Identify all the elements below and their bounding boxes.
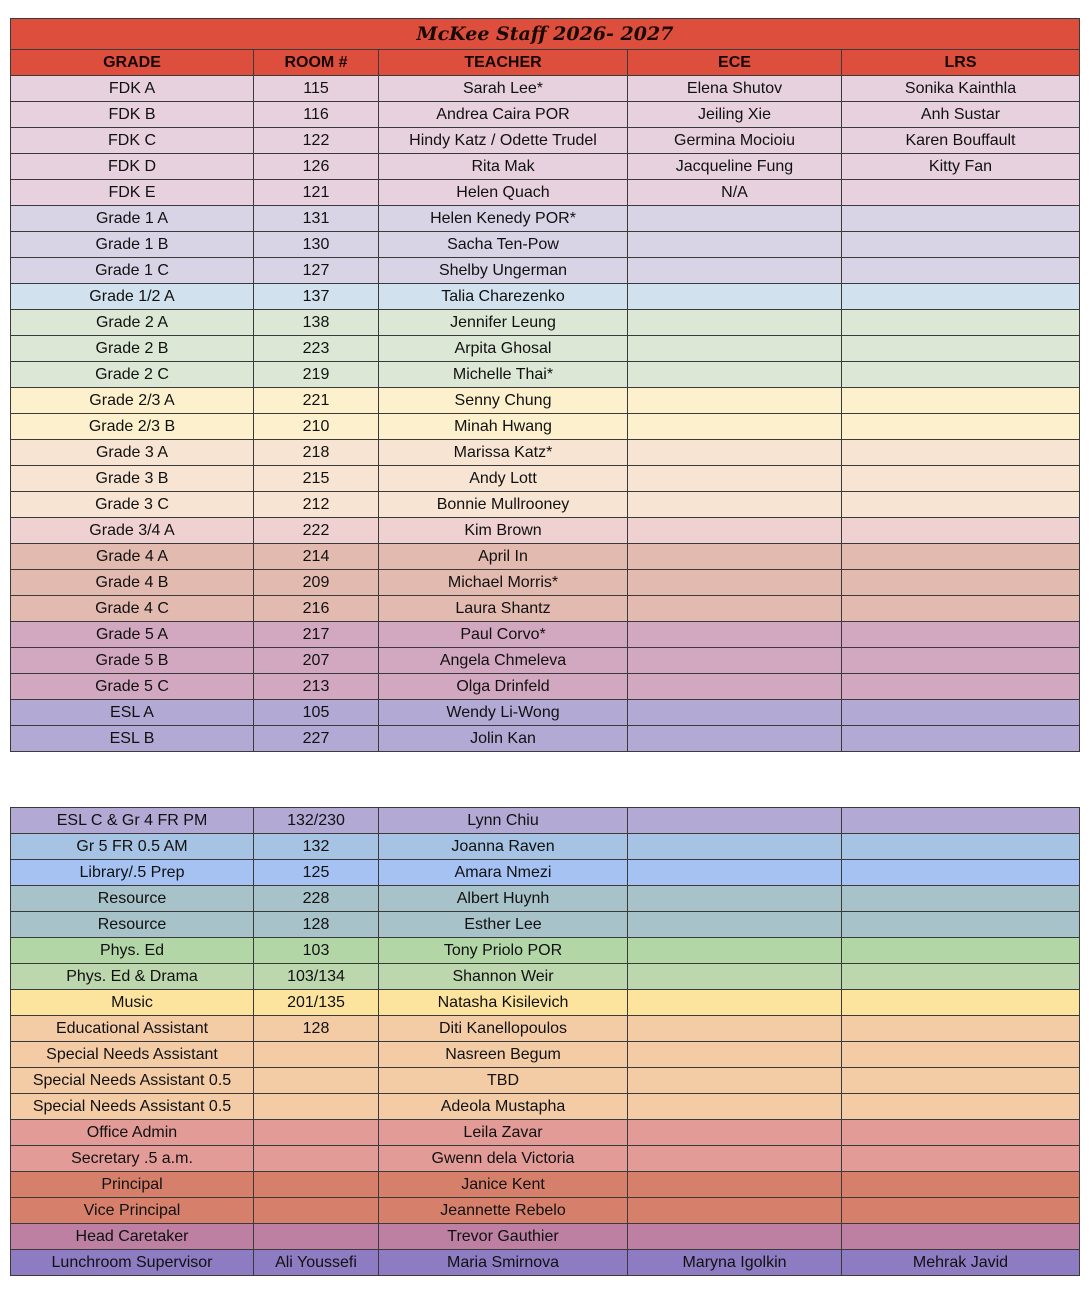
grade-cell: Educational Assistant <box>11 1016 254 1042</box>
table-row <box>11 128 1080 154</box>
room-cell <box>254 1094 379 1120</box>
room-cell: 125 <box>254 860 379 886</box>
teacher-cell: Sacha Ten-Pow <box>379 232 628 258</box>
table-row <box>11 1016 1080 1042</box>
teacher-cell: Natasha Kisilevich <box>379 990 628 1016</box>
table-row <box>11 938 1080 964</box>
grade-cell: Music <box>11 990 254 1016</box>
room-cell: 121 <box>254 180 379 206</box>
lrs-cell <box>842 388 1080 414</box>
grade-cell: Special Needs Assistant <box>11 1042 254 1068</box>
grade-cell: Grade 1 C <box>11 258 254 284</box>
grade-cell: Library/.5 Prep <box>11 860 254 886</box>
lrs-cell <box>842 912 1080 938</box>
ece-cell <box>628 362 842 388</box>
grade-cell: Grade 3 C <box>11 492 254 518</box>
grade-cell: Phys. Ed <box>11 938 254 964</box>
ece-cell <box>628 1068 842 1094</box>
lrs-cell: Karen Bouffault <box>842 128 1080 154</box>
ece-cell <box>628 1224 842 1250</box>
table-row <box>11 440 1080 466</box>
teacher-cell: Jolin Kan <box>379 726 628 752</box>
table-row <box>11 700 1080 726</box>
lrs-cell: Sonika Kainthla <box>842 76 1080 102</box>
table-row <box>11 596 1080 622</box>
ece-cell <box>628 466 842 492</box>
grade-cell: Grade 5 B <box>11 648 254 674</box>
ece-cell: Jeiling Xie <box>628 102 842 128</box>
table-row <box>11 492 1080 518</box>
grade-cell: ESL C & Gr 4 FR PM <box>11 808 254 834</box>
lrs-cell <box>842 518 1080 544</box>
teacher-cell: Adeola Mustapha <box>379 1094 628 1120</box>
grade-cell: Gr 5 FR 0.5 AM <box>11 834 254 860</box>
room-cell: 128 <box>254 912 379 938</box>
grade-cell: Grade 3 A <box>11 440 254 466</box>
ece-cell: Jacqueline Fung <box>628 154 842 180</box>
room-cell: 223 <box>254 336 379 362</box>
table-row <box>11 834 1080 860</box>
teacher-cell: Gwenn dela Victoria <box>379 1146 628 1172</box>
room-cell: 221 <box>254 388 379 414</box>
ece-cell <box>628 232 842 258</box>
grade-cell: Grade 5 C <box>11 674 254 700</box>
teacher-cell: Kim Brown <box>379 518 628 544</box>
teacher-cell: Helen Quach <box>379 180 628 206</box>
table-row <box>11 180 1080 206</box>
grade-cell: Resource <box>11 912 254 938</box>
teacher-cell: Leila Zavar <box>379 1120 628 1146</box>
table-row <box>11 1250 1080 1276</box>
room-cell: 127 <box>254 258 379 284</box>
room-cell: 217 <box>254 622 379 648</box>
lrs-cell <box>842 622 1080 648</box>
room-cell: 213 <box>254 674 379 700</box>
room-cell: 130 <box>254 232 379 258</box>
grade-cell: Special Needs Assistant 0.5 <box>11 1068 254 1094</box>
lrs-cell <box>842 1016 1080 1042</box>
room-cell: 138 <box>254 310 379 336</box>
lrs-cell <box>842 466 1080 492</box>
lrs-cell <box>842 440 1080 466</box>
table-row <box>11 1224 1080 1250</box>
lrs-cell <box>842 596 1080 622</box>
grade-cell: Grade 2 B <box>11 336 254 362</box>
grade-cell: ESL A <box>11 700 254 726</box>
grade-cell: Grade 1 A <box>11 206 254 232</box>
ece-cell <box>628 648 842 674</box>
lrs-cell <box>842 180 1080 206</box>
lrs-cell <box>842 808 1080 834</box>
ece-cell <box>628 596 842 622</box>
ece-cell <box>628 440 842 466</box>
table-row <box>11 258 1080 284</box>
grade-cell: Head Caretaker <box>11 1224 254 1250</box>
teacher-cell: TBD <box>379 1068 628 1094</box>
teacher-cell: Diti Kanellopoulos <box>379 1016 628 1042</box>
grade-cell: FDK A <box>11 76 254 102</box>
ece-cell <box>628 310 842 336</box>
lrs-cell <box>842 886 1080 912</box>
teacher-cell: Amara Nmezi <box>379 860 628 886</box>
table-row <box>11 964 1080 990</box>
ece-cell: Maryna Igolkin <box>628 1250 842 1276</box>
table-row <box>11 648 1080 674</box>
support-staff-table <box>10 807 1080 1276</box>
teacher-cell: Laura Shantz <box>379 596 628 622</box>
grade-cell: FDK E <box>11 180 254 206</box>
room-cell: 210 <box>254 414 379 440</box>
lrs-cell <box>842 492 1080 518</box>
teacher-cell: Joanna Raven <box>379 834 628 860</box>
ece-cell: N/A <box>628 180 842 206</box>
grade-cell: Grade 3/4 A <box>11 518 254 544</box>
teacher-cell: Wendy Li-Wong <box>379 700 628 726</box>
room-cell <box>254 1146 379 1172</box>
table-title: McKee Staff 2026- 2027 <box>11 19 1080 50</box>
ece-cell <box>628 808 842 834</box>
lrs-cell <box>842 414 1080 440</box>
lrs-cell <box>842 834 1080 860</box>
header-ece: ECE <box>628 50 842 76</box>
room-cell: 103/134 <box>254 964 379 990</box>
grade-cell: Grade 4 C <box>11 596 254 622</box>
lrs-cell <box>842 336 1080 362</box>
lrs-cell <box>842 674 1080 700</box>
grade-cell: Grade 4 A <box>11 544 254 570</box>
table-row <box>11 76 1080 102</box>
teacher-cell: Tony Priolo POR <box>379 938 628 964</box>
teacher-cell: Shannon Weir <box>379 964 628 990</box>
teacher-cell: Rita Mak <box>379 154 628 180</box>
ece-cell <box>628 492 842 518</box>
table-row <box>11 1146 1080 1172</box>
ece-cell <box>628 1094 842 1120</box>
ece-cell <box>628 544 842 570</box>
room-cell: 126 <box>254 154 379 180</box>
ece-cell <box>628 206 842 232</box>
teacher-cell: Hindy Katz / Odette Trudel <box>379 128 628 154</box>
ece-cell <box>628 964 842 990</box>
teacher-cell: Olga Drinfeld <box>379 674 628 700</box>
table-row <box>11 990 1080 1016</box>
teacher-cell: Michelle Thai* <box>379 362 628 388</box>
teacher-cell: Jeannette Rebelo <box>379 1198 628 1224</box>
teacher-cell: Arpita Ghosal <box>379 336 628 362</box>
grade-cell: Grade 4 B <box>11 570 254 596</box>
ece-cell <box>628 414 842 440</box>
table-row <box>11 102 1080 128</box>
table-row <box>11 232 1080 258</box>
room-cell: 116 <box>254 102 379 128</box>
room-cell: 122 <box>254 128 379 154</box>
room-cell: 209 <box>254 570 379 596</box>
ece-cell <box>628 622 842 648</box>
teacher-cell: Jennifer Leung <box>379 310 628 336</box>
ece-cell <box>628 1016 842 1042</box>
table-row <box>11 206 1080 232</box>
grade-cell: Special Needs Assistant 0.5 <box>11 1094 254 1120</box>
table-row <box>11 622 1080 648</box>
table-row <box>11 1068 1080 1094</box>
room-cell: 105 <box>254 700 379 726</box>
table-row <box>11 466 1080 492</box>
room-cell: 212 <box>254 492 379 518</box>
grade-cell: Secretary .5 a.m. <box>11 1146 254 1172</box>
lrs-cell <box>842 544 1080 570</box>
lrs-cell <box>842 1146 1080 1172</box>
table-row <box>11 154 1080 180</box>
lrs-cell <box>842 860 1080 886</box>
lrs-cell <box>842 726 1080 752</box>
ece-cell <box>628 700 842 726</box>
header-lrs: LRS <box>842 50 1080 76</box>
room-cell: 215 <box>254 466 379 492</box>
room-cell: 222 <box>254 518 379 544</box>
table-row <box>11 808 1080 834</box>
grade-cell: Grade 1 B <box>11 232 254 258</box>
ece-cell: Elena Shutov <box>628 76 842 102</box>
lrs-cell <box>842 1198 1080 1224</box>
lrs-cell <box>842 310 1080 336</box>
teacher-cell: Senny Chung <box>379 388 628 414</box>
room-cell: 131 <box>254 206 379 232</box>
lrs-cell <box>842 1172 1080 1198</box>
table-row <box>11 570 1080 596</box>
grade-cell: Grade 2 A <box>11 310 254 336</box>
teacher-cell: Michael Morris* <box>379 570 628 596</box>
grade-cell: Phys. Ed & Drama <box>11 964 254 990</box>
teacher-cell: Andrea Caira POR <box>379 102 628 128</box>
grade-cell: FDK C <box>11 128 254 154</box>
table-row <box>11 388 1080 414</box>
table-row <box>11 726 1080 752</box>
ece-cell <box>628 258 842 284</box>
ece-cell <box>628 726 842 752</box>
room-cell: 227 <box>254 726 379 752</box>
table-row <box>11 1198 1080 1224</box>
room-cell: 132/230 <box>254 808 379 834</box>
table-row <box>11 674 1080 700</box>
table-row <box>11 362 1080 388</box>
ece-cell <box>628 1120 842 1146</box>
table-row <box>11 1172 1080 1198</box>
ece-cell: Germina Mocioiu <box>628 128 842 154</box>
room-cell <box>254 1120 379 1146</box>
lrs-cell <box>842 700 1080 726</box>
ece-cell <box>628 1198 842 1224</box>
teacher-cell: Paul Corvo* <box>379 622 628 648</box>
ece-cell <box>628 1172 842 1198</box>
teacher-cell: Nasreen Begum <box>379 1042 628 1068</box>
table-row <box>11 336 1080 362</box>
ece-cell <box>628 938 842 964</box>
room-cell: 219 <box>254 362 379 388</box>
ece-cell <box>628 1146 842 1172</box>
grade-cell: Grade 5 A <box>11 622 254 648</box>
ece-cell <box>628 518 842 544</box>
teacher-cell: Helen Kenedy POR* <box>379 206 628 232</box>
title-row <box>11 19 1080 50</box>
room-cell: Ali Youssefi <box>254 1250 379 1276</box>
teacher-cell: Minah Hwang <box>379 414 628 440</box>
room-cell: 132 <box>254 834 379 860</box>
grade-cell: Resource <box>11 886 254 912</box>
room-cell: 218 <box>254 440 379 466</box>
grade-cell: Grade 2 C <box>11 362 254 388</box>
ece-cell <box>628 336 842 362</box>
ece-cell <box>628 886 842 912</box>
lrs-cell <box>842 964 1080 990</box>
grade-cell: Grade 2/3 B <box>11 414 254 440</box>
teacher-cell: April In <box>379 544 628 570</box>
room-cell <box>254 1172 379 1198</box>
room-cell <box>254 1042 379 1068</box>
lrs-cell <box>842 206 1080 232</box>
header-row <box>11 50 1080 76</box>
table-row <box>11 1120 1080 1146</box>
grade-cell: Office Admin <box>11 1120 254 1146</box>
lrs-cell: Anh Sustar <box>842 102 1080 128</box>
teacher-cell: Janice Kent <box>379 1172 628 1198</box>
lrs-cell <box>842 258 1080 284</box>
table-row <box>11 1042 1080 1068</box>
ece-cell <box>628 1042 842 1068</box>
grade-cell: FDK B <box>11 102 254 128</box>
teacher-cell: Trevor Gauthier <box>379 1224 628 1250</box>
table-row <box>11 414 1080 440</box>
teacher-cell: Albert Huynh <box>379 886 628 912</box>
room-cell: 103 <box>254 938 379 964</box>
lrs-cell <box>842 938 1080 964</box>
room-cell <box>254 1068 379 1094</box>
ece-cell <box>628 860 842 886</box>
table-row <box>11 310 1080 336</box>
table-row <box>11 886 1080 912</box>
table-row <box>11 912 1080 938</box>
ece-cell <box>628 834 842 860</box>
lrs-cell <box>842 990 1080 1016</box>
ece-cell <box>628 570 842 596</box>
grade-cell: Lunchroom Supervisor <box>11 1250 254 1276</box>
grade-cell: FDK D <box>11 154 254 180</box>
grade-cell: Vice Principal <box>11 1198 254 1224</box>
room-cell <box>254 1198 379 1224</box>
ece-cell <box>628 284 842 310</box>
header-teacher: TEACHER <box>379 50 628 76</box>
lrs-cell <box>842 1068 1080 1094</box>
room-cell: 216 <box>254 596 379 622</box>
lrs-cell: Kitty Fan <box>842 154 1080 180</box>
grade-cell: Principal <box>11 1172 254 1198</box>
grade-cell: Grade 3 B <box>11 466 254 492</box>
table-row <box>11 1094 1080 1120</box>
lrs-cell <box>842 1224 1080 1250</box>
teacher-cell: Shelby Ungerman <box>379 258 628 284</box>
grade-cell: Grade 2/3 A <box>11 388 254 414</box>
lrs-cell <box>842 1120 1080 1146</box>
teacher-cell: Sarah Lee* <box>379 76 628 102</box>
teacher-cell: Marissa Katz* <box>379 440 628 466</box>
room-cell: 128 <box>254 1016 379 1042</box>
table-row <box>11 284 1080 310</box>
room-cell: 214 <box>254 544 379 570</box>
grade-cell: Grade 1/2 A <box>11 284 254 310</box>
teacher-cell: Talia Charezenko <box>379 284 628 310</box>
grade-cell: ESL B <box>11 726 254 752</box>
lrs-cell <box>842 362 1080 388</box>
ece-cell <box>628 674 842 700</box>
lrs-cell <box>842 1042 1080 1068</box>
lrs-cell <box>842 232 1080 258</box>
room-cell: 207 <box>254 648 379 674</box>
teacher-cell: Andy Lott <box>379 466 628 492</box>
room-cell <box>254 1224 379 1250</box>
table-row <box>11 544 1080 570</box>
teacher-cell: Bonnie Mullrooney <box>379 492 628 518</box>
ece-cell <box>628 388 842 414</box>
lrs-cell: Mehrak Javid <box>842 1250 1080 1276</box>
header-grade: GRADE <box>11 50 254 76</box>
lrs-cell <box>842 284 1080 310</box>
teacher-cell: Lynn Chiu <box>379 808 628 834</box>
table-row <box>11 518 1080 544</box>
lrs-cell <box>842 1094 1080 1120</box>
teacher-cell: Esther Lee <box>379 912 628 938</box>
room-cell: 201/135 <box>254 990 379 1016</box>
room-cell: 228 <box>254 886 379 912</box>
room-cell: 137 <box>254 284 379 310</box>
staff-table <box>10 18 1080 752</box>
room-cell: 115 <box>254 76 379 102</box>
ece-cell <box>628 912 842 938</box>
table-row <box>11 860 1080 886</box>
header-room: ROOM # <box>254 50 379 76</box>
lrs-cell <box>842 648 1080 674</box>
teacher-cell: Angela Chmeleva <box>379 648 628 674</box>
lrs-cell <box>842 570 1080 596</box>
teacher-cell: Maria Smirnova <box>379 1250 628 1276</box>
ece-cell <box>628 990 842 1016</box>
